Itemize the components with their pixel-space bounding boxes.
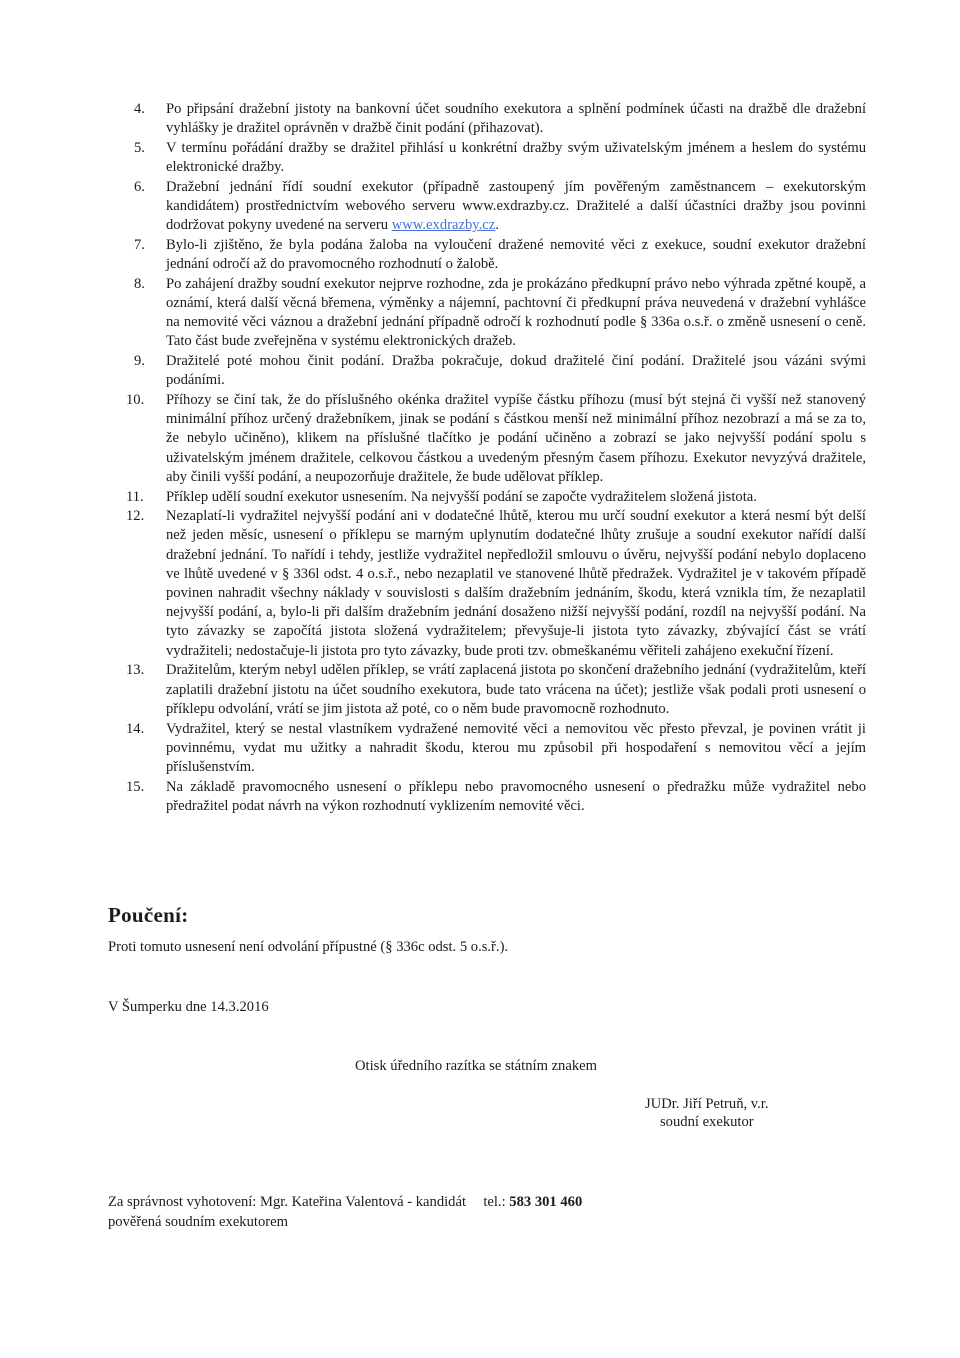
stamp-note: Otisk úředního razítka se státním znakem <box>355 1058 597 1074</box>
item-text: Na základě pravomocného usnesení o příklepu nebo pravomocného usnesení o předražku může vydražitel nebo předražitel podat návrh na výkon rozhodnutí vyklizením nemovité věci. <box>166 778 866 814</box>
footer-tel-label: tel.: <box>483 1194 506 1210</box>
item-number: 6. <box>134 178 145 195</box>
exdrazby-link[interactable]: www.exdrazby.cz <box>391 217 496 234</box>
item-text: Dražební jednání řídí soudní exekutor (případně zastoupený jím pověřeným zaměstnancem – exekutorským kandidátem) prostřednictvím webového serveru www.exdrazby.cz. Dražitelé a další účastníci dražby jsou povinni dodržovat pokyny uvedené na serveru <box>166 178 866 234</box>
footer-tel-number: 583 301 460 <box>509 1194 583 1210</box>
list-item <box>118 352 866 390</box>
item-number: 8. <box>134 275 145 292</box>
list-item <box>118 100 866 138</box>
item-text: Po zahájení dražby soudní exekutor nejprve rozhodne, zda je prokázáno předkupní právo nebo výhrada zpětné koupě, a oznámí, která další věcná břemena, výměnky a nájemní, pachtovní či předkupní práva neuvedená v dražební vyhlášce na nemovité věci váznou a dražební jednání případně odročí k rozhodnutí podle § 336a o.s.ř. o změně usnesení o ceně. Tato část bude zveřejněna v systému elektronických dražeb. <box>166 275 866 350</box>
item-text: Příklep udělí soudní exekutor usnesením. Na nejvyšší podání se započte vydražitelem složená jistota. <box>166 488 757 505</box>
list-item <box>118 720 866 778</box>
list-item <box>118 778 866 816</box>
item-number: 10. <box>126 392 145 409</box>
item-text: Bylo-li zjištěno, že byla podána žaloba na vyloučení dražené nemovité věci z exekuce, soudní exekutor dražební jednání odročí až do pravomocného rozhodnutí o žalobě. <box>166 236 866 273</box>
footer-verification <box>108 1193 582 1212</box>
item-text: Příhozy se činí tak, že do příslušného okénka dražitel vypíše částku příhozu (musí být stejná či vyšší než stanovený minimální příhoz určený dražebníkem, jinak se podání s částkou menší než minimální příhoz nezobrazí a má se za to, že nebylo učiněno), klikem na příslušné tlačítko je podání učiněno a zobrazí se jako nejvyšší podání spolu s uživatelským jménem dražitele, celkovou částkou a uvedeným přesným časem příhozu. Exekutor nevyzývá dražitele, aby činili vyšší podání, a neupozorňuje dražitele, že bude udělovat příklep. <box>166 392 866 485</box>
item-number: 9. <box>134 353 145 370</box>
item-number: 7. <box>134 236 145 253</box>
list-item <box>118 178 866 236</box>
list-item <box>118 488 866 507</box>
item-text: V termínu pořádání dražby se dražitel přihlásí u konkrétní dražby svým uživatelským jménem a heslem do systému elektronické dražby. <box>166 139 866 176</box>
item-text: Po připsání dražební jistoty na bankovní účet soudního exekutora a splnění podmínek účasti na dražbě dle dražební vyhlášky je dražitel oprávněn v dražbě činit podání (přihazovat). <box>166 101 866 137</box>
item-number: 4. <box>134 101 145 117</box>
item-text: Dražitelům, kterým nebyl udělen příklep, se vrátí zaplacená jistota po skončení dražebního jednání (vydražitelům, kteří zaplatili dražební jistotu na účet soudního exekutora, bude tato vrácena na účet); jestliže však podali proti usnesení o příklepu odvolání, vrátí se jim jistota až poté, co o něm bude pravomocně rozhodnuto. <box>166 662 866 717</box>
item-number: 15. <box>126 778 145 795</box>
item-number: 13. <box>126 662 145 679</box>
item-text: Nezaplatí-li vydražitel nejvyšší podání ani v dodatečné lhůtě, kterou mu určí soudní exekutor a která nesmí být delší než jeden měsíc, usnesení o příklepu se marným uplynutím dodatečné lhůty zrušuje a soudní exekutor nařídí další dražební jednání. To nařídí i tehdy, jestliže vydražitel nepředložil smlouvu o úvěru, nejvyšší podání nebylo doplaceno ve lhůtě uvedené v § 336l odst. 4 o.s.ř., nebo nezaplatil ve stanovené lhůtě předražek. Vydražitel je v takovém případě povinen nahradit všechny náklady v souvislosti s dalším dražebním jednáním, škodu, která vznikla tím, že nezaplatil nejvyšší podání, a, bylo-li při dalším dražebním jednání dosaženo nižší nejvyšší podání, rozdíl na nejvyšší podání. Na tyto závazky se započítá jistota složená vydražitelem; převyšuje-li jistota tyto závazky, zbývající část se vrátí vydražiteli; nedostačuje-li jistota pro tyto závazky, bude proti tzv. obmeškanému věřiteli zahájeno exekuční řízení. <box>166 508 866 659</box>
item-text: Vydražitel, který se nestal vlastníkem vydražené nemovité věci a nemovitou věc přesto převzal, je povinen vrátit ji povinnému, vydat mu užitky a nahradit škodu, kterou mu způsobil při hospodaření s nemovitou věcí a jejím příslušenstvím. <box>166 720 866 775</box>
item-number: 5. <box>134 139 145 156</box>
list-item <box>118 275 866 352</box>
signature-role: soudní exekutor <box>660 1114 754 1130</box>
item-number: 11. <box>126 488 144 505</box>
place-date: V Šumperku dne 14.3.2016 <box>108 999 269 1015</box>
list-item <box>118 391 866 487</box>
item-number: 14. <box>126 720 145 737</box>
list-item <box>118 236 866 274</box>
footer-authorized: pověřená soudním exekutorem <box>108 1214 288 1230</box>
item-number: 12. <box>126 508 145 525</box>
footer-verification-text: Za správnost vyhotovení: Mgr. Kateřina Valentová - kandidát <box>108 1194 467 1210</box>
conditions-list <box>118 100 866 817</box>
item-text-tail: . <box>495 217 499 234</box>
list-item <box>118 507 866 661</box>
signature-name: JUDr. Jiří Petruň, v.r. <box>645 1096 769 1112</box>
pouceni-text: Proti tomuto usnesení není odvolání přípustné (§ 336c odst. 5 o.s.ř.). <box>108 939 509 955</box>
list-item <box>118 139 866 177</box>
list-item <box>118 661 866 719</box>
pouceni-heading: Poučení: <box>108 903 189 927</box>
item-text: Dražitelé poté mohou činit podání. Dražba pokračuje, dokud dražitelé činí podání. Dražitelé jsou vázáni svými podáními. <box>166 353 866 389</box>
